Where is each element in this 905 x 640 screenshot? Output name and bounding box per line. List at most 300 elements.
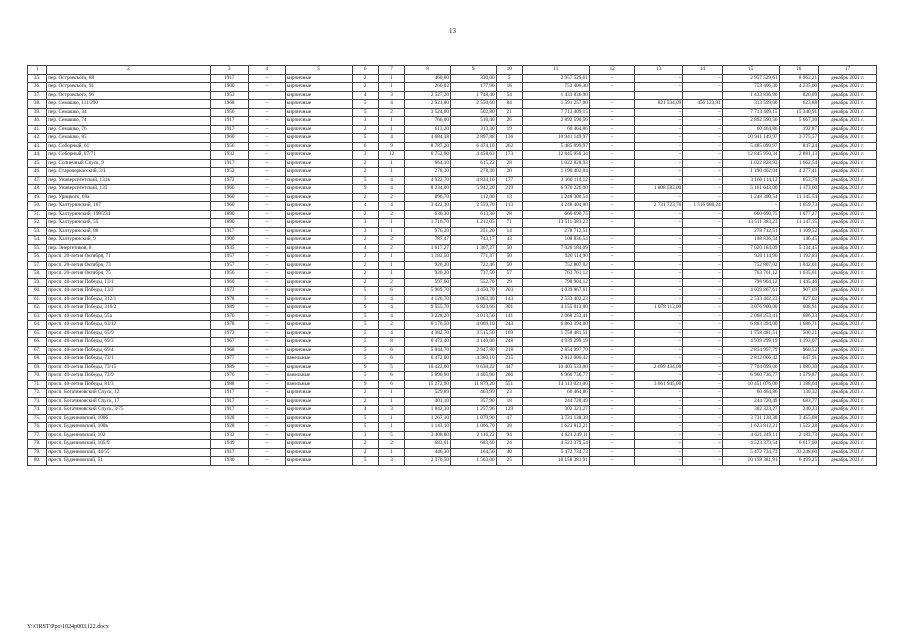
- total-cost-cell: 4 939 299,19: [522, 338, 589, 347]
- planned-completion-cell: декабрь 2021 г.: [819, 448, 877, 457]
- entrances-cell: 8: [378, 338, 404, 347]
- cost-owners-cell: –: [635, 389, 683, 398]
- living-area-cell: 510,40: [450, 117, 496, 126]
- wall-material-cell: кирпичные: [285, 261, 352, 270]
- cost-owners-cell: –: [635, 117, 683, 126]
- entrances-cell: 4: [378, 134, 404, 143]
- address-cell: просп. Буденновский, 105/9: [47, 440, 210, 449]
- wall-material-cell: кирпичные: [285, 134, 352, 143]
- total-area-cell: 8 787,20: [405, 142, 451, 151]
- living-area-cell: 9 630,22: [450, 363, 496, 372]
- row-number-cell: 43.: [28, 142, 47, 151]
- row-number-cell: 54.: [28, 236, 47, 245]
- cost-regional-cell: 5 161 643,00: [722, 185, 779, 194]
- row-number-cell: 40.: [28, 117, 47, 126]
- cost-regional-cell: 7 020 184,09: [722, 244, 779, 253]
- row-number-cell: 53.: [28, 227, 47, 236]
- entrances-cell: 4: [378, 295, 404, 304]
- total-area-cell: 976,20: [405, 227, 451, 236]
- cost-fund-cell: –: [589, 312, 635, 321]
- residents-cell: 28: [496, 210, 522, 219]
- cost-other-cell: –: [683, 287, 723, 296]
- planned-completion-cell: декабрь 2021 г.: [819, 202, 877, 211]
- year-renovated-cell: –: [249, 100, 286, 109]
- cost-owners-cell: –: [635, 406, 683, 415]
- living-area-cell: 1 257,96: [450, 406, 496, 415]
- year-renovated-cell: –: [249, 270, 286, 279]
- cost-per-sqm-cell: 1 445,46: [779, 278, 819, 287]
- living-area-cell: 330,00: [450, 74, 496, 83]
- living-area-cell: 4 834,16: [450, 176, 496, 185]
- floors-cell: 3: [352, 117, 378, 126]
- wall-material-cell: кирпичные: [285, 270, 352, 279]
- total-cost-cell: 5 485 099,97: [522, 142, 589, 151]
- total-cost-cell: 2 068 253,41: [522, 312, 589, 321]
- cost-other-cell: –: [683, 117, 723, 126]
- year-renovated-cell: –: [249, 414, 286, 423]
- row-number-cell: 71.: [28, 380, 47, 389]
- cost-owners-cell: –: [635, 244, 683, 253]
- row-number-cell: 52.: [28, 219, 47, 228]
- address-cell: просп. Богатяновский Спуск, 3/75: [47, 406, 210, 415]
- wall-material-cell: панельные: [285, 380, 352, 389]
- total-cost-cell: 3 160 114,12: [522, 176, 589, 185]
- residents-cell: 23: [496, 389, 522, 398]
- row-number-cell: 51.: [28, 210, 47, 219]
- floors-cell: 5: [352, 372, 378, 381]
- cost-regional-cell: 5 485 099,97: [722, 142, 779, 151]
- entrances-cell: 2: [378, 193, 404, 202]
- total-area-cell: 896,70: [405, 193, 451, 202]
- cost-fund-cell: –: [589, 431, 635, 440]
- address-cell: просп. 40-летия Победы, 63/12: [47, 321, 210, 330]
- year-renovated-cell: –: [249, 295, 286, 304]
- total-cost-cell: 660 690,75: [522, 210, 589, 219]
- cost-per-sqm-cell: 1 080,30: [779, 363, 819, 372]
- year-built-cell: 1932: [210, 151, 249, 160]
- address-cell: пер. Халтуринский, 167: [47, 202, 210, 211]
- year-built-cell: 1972: [210, 176, 249, 185]
- cost-owners-cell: –: [635, 457, 683, 466]
- floors-cell: 4: [352, 202, 378, 211]
- residents-cell: 54: [496, 91, 522, 100]
- cost-owners-cell: 2 731 723,76: [635, 202, 683, 211]
- residents-cell: 94: [496, 431, 522, 440]
- cost-fund-cell: –: [589, 83, 635, 92]
- wall-material-cell: кирпичные: [285, 346, 352, 355]
- address-cell: пер. Урицкого, 69а: [47, 193, 210, 202]
- row-number-cell: 79.: [28, 448, 47, 457]
- total-area-cell: 460,00: [405, 74, 451, 83]
- cost-other-cell: –: [683, 270, 723, 279]
- living-area-cell: 4 140,00: [450, 338, 496, 347]
- total-cost-cell: 1 022 828,93: [522, 159, 589, 168]
- column-number-cell: 12: [589, 66, 635, 75]
- cost-per-sqm-cell: 623,88: [779, 100, 819, 109]
- living-area-cell: 683,60: [450, 440, 496, 449]
- year-renovated-cell: –: [249, 193, 286, 202]
- floors-cell: 2: [352, 253, 378, 262]
- cost-owners-cell: –: [635, 312, 683, 321]
- entrances-cell: 2: [378, 440, 404, 449]
- planned-completion-cell: декабрь 2021 г.: [819, 168, 877, 177]
- cost-owners-cell: –: [635, 346, 683, 355]
- planned-completion-cell: декабрь 2021 г.: [819, 219, 877, 228]
- cost-regional-cell: 920 114,90: [722, 253, 779, 262]
- column-number-cell: 13: [635, 66, 683, 75]
- entrances-cell: 4: [378, 202, 404, 211]
- table-row: [28, 406, 877, 415]
- cost-other-cell: –: [683, 380, 723, 389]
- cost-fund-cell: –: [589, 142, 635, 151]
- year-built-cell: 1977: [210, 355, 249, 364]
- cost-owners-cell: –: [635, 278, 683, 287]
- table-row: [28, 117, 877, 126]
- row-number-cell: 74.: [28, 406, 47, 415]
- row-number-cell: 61.: [28, 295, 47, 304]
- cost-other-cell: –: [683, 74, 723, 83]
- cost-fund-cell: –: [589, 448, 635, 457]
- entrances-cell: 6: [378, 346, 404, 355]
- year-renovated-cell: –: [249, 83, 286, 92]
- residents-cell: 26: [496, 117, 522, 126]
- total-cost-cell: 13 511 383,23: [522, 219, 589, 228]
- cost-per-sqm-cell: 192,87: [779, 125, 819, 134]
- cost-per-sqm-cell: 6 617,00: [779, 440, 819, 449]
- cost-fund-cell: [589, 91, 635, 100]
- row-number-cell: 69.: [28, 363, 47, 372]
- row-number-cell: 57.: [28, 261, 47, 270]
- living-area-cell: 2 947,80: [450, 346, 496, 355]
- cost-other-cell: –: [683, 312, 723, 321]
- residents-cell: 215: [496, 355, 522, 364]
- table-row: [28, 134, 877, 143]
- cost-per-sqm-cell: 1 035,61: [779, 270, 819, 279]
- residents-cell: 28: [496, 159, 522, 168]
- total-cost-cell: 4 155 013,00: [522, 304, 589, 313]
- address-cell: просп. 40-летия Победы, 73/9: [47, 372, 210, 381]
- column-number-cell: 8: [405, 66, 451, 75]
- planned-completion-cell: декабрь 2021 г.: [819, 338, 877, 347]
- total-cost-cell: 244 720,49: [522, 397, 589, 406]
- floors-cell: 5: [352, 176, 378, 185]
- table-header-row: [28, 66, 877, 75]
- residents-cell: 19: [496, 125, 522, 134]
- total-cost-cell: 7 020 184,09: [522, 244, 589, 253]
- total-cost-cell: 4 039 867,61: [522, 287, 589, 296]
- year-renovated-cell: –: [249, 227, 286, 236]
- year-renovated-cell: –: [249, 423, 286, 432]
- wall-material-cell: кирпичные: [285, 440, 352, 449]
- cost-fund-cell: –: [589, 270, 635, 279]
- row-number-cell: 44.: [28, 151, 47, 160]
- cost-per-sqm-cell: 15 340,91: [779, 108, 819, 117]
- living-area-cell: 177,90: [450, 83, 496, 92]
- total-area-cell: 6 472,00: [405, 355, 451, 364]
- wall-material-cell: кирпичные: [285, 193, 352, 202]
- cost-fund-cell: –: [589, 406, 635, 415]
- cost-regional-cell: 302 323,27: [722, 406, 779, 415]
- total-cost-cell: 920 114,90: [522, 253, 589, 262]
- year-built-cell: 1917: [210, 125, 249, 134]
- cost-owners-cell: –: [635, 414, 683, 423]
- residents-cell: 129: [496, 406, 522, 415]
- table-row: [28, 278, 877, 287]
- living-area-cell: 502,80: [450, 108, 496, 117]
- residents-cell: 219: [496, 185, 522, 194]
- total-area-cell: 683,61: [405, 440, 451, 449]
- cost-other-cell: –: [683, 159, 723, 168]
- total-area-cell: 4 382,70: [405, 329, 451, 338]
- table-row: [28, 440, 877, 449]
- table-row: [28, 338, 877, 347]
- cost-other-cell: –: [683, 346, 723, 355]
- year-built-cell: 1976: [210, 312, 249, 321]
- cost-fund-cell: –: [589, 202, 635, 211]
- row-number-cell: 42.: [28, 134, 47, 143]
- wall-material-cell: кирпичные: [285, 304, 352, 313]
- page-number: 13: [449, 27, 456, 35]
- planned-completion-cell: декабрь 2021 г.: [819, 74, 877, 83]
- residents-cell: 5: [496, 74, 522, 83]
- year-renovated-cell: –: [249, 448, 286, 457]
- floors-cell: 4: [352, 244, 378, 253]
- planned-completion-cell: декабрь 2021 г.: [819, 457, 877, 466]
- cost-fund-cell: –: [589, 117, 635, 126]
- year-renovated-cell: –: [249, 389, 286, 398]
- planned-completion-cell: декабрь 2021 г.: [819, 108, 877, 117]
- year-built-cell: 1949: [210, 440, 249, 449]
- footer-file-path: Y:\ORST\Ppo\1024p003.f22.docx: [27, 624, 109, 630]
- residents-cell: 218: [496, 346, 522, 355]
- living-area-cell: 313,30: [450, 125, 496, 134]
- year-renovated-cell: –: [249, 236, 286, 245]
- entrances-cell: 2: [378, 210, 404, 219]
- cost-per-sqm-cell: 146,45: [779, 236, 819, 245]
- planned-completion-cell: декабрь 2021 г.: [819, 244, 877, 253]
- year-built-cell: 1957: [210, 253, 249, 262]
- entrances-cell: 4: [378, 304, 404, 313]
- living-area-cell: 1 212,05: [450, 219, 496, 228]
- year-renovated-cell: –: [249, 312, 286, 321]
- cost-fund-cell: –: [589, 423, 635, 432]
- wall-material-cell: кирпичные: [285, 74, 352, 83]
- cost-regional-cell: 13 511 383,23: [722, 219, 779, 228]
- cost-regional-cell: 1 022 828,93: [722, 159, 779, 168]
- year-renovated-cell: –: [249, 219, 286, 228]
- entrances-cell: 6: [378, 372, 404, 381]
- row-number-cell: 64.: [28, 321, 47, 330]
- total-area-cell: 401,10: [405, 397, 451, 406]
- entrances-cell: 1: [378, 219, 404, 228]
- table-row: [28, 372, 877, 381]
- cost-fund-cell: –: [589, 134, 635, 143]
- year-renovated-cell: –: [249, 338, 286, 347]
- total-area-cell: 1 842,30: [405, 406, 451, 415]
- cost-fund-cell: –: [589, 253, 635, 262]
- total-cost-cell: 4 523 379,54: [522, 440, 589, 449]
- address-cell: пер. Халтуринский, 9: [47, 236, 210, 245]
- address-cell: пер. Семашко, 85: [47, 134, 210, 143]
- cost-per-sqm-cell: 647,91: [779, 355, 819, 364]
- entrances-cell: 1: [378, 270, 404, 279]
- column-number-cell: 16: [779, 66, 819, 75]
- cost-owners-cell: –: [635, 125, 683, 134]
- table-row: [28, 176, 877, 185]
- total-area-cell: 446,30: [405, 448, 451, 457]
- year-renovated-cell: –: [249, 372, 286, 381]
- cost-per-sqm-cell: 827,02: [779, 295, 819, 304]
- year-renovated-cell: [249, 91, 286, 100]
- cost-other-cell: –: [683, 414, 723, 423]
- planned-completion-cell: декабрь 2021 г.: [819, 91, 877, 100]
- cost-per-sqm-cell: 8 962,21: [779, 74, 819, 83]
- cost-other-cell: –: [683, 329, 723, 338]
- floors-cell: 3: [352, 151, 378, 160]
- entrances-cell: 4: [378, 329, 404, 338]
- year-renovated-cell: –: [249, 134, 286, 143]
- table-row: [28, 159, 877, 168]
- cost-owners-cell: 2 699 434,00: [635, 363, 683, 372]
- wall-material-cell: кирпичные: [285, 236, 352, 245]
- total-area-cell: 2 370,50: [405, 457, 451, 466]
- table-row: [28, 457, 877, 466]
- total-cost-cell: 2 892 590,56: [522, 117, 589, 126]
- cost-regional-cell: 2 533 402,23: [722, 295, 779, 304]
- cost-per-sqm-cell: 608,91: [779, 304, 819, 313]
- total-cost-cell: 753 406,30: [522, 83, 589, 92]
- column-number-cell: 11: [522, 66, 589, 75]
- year-built-cell: 1917: [210, 448, 249, 457]
- wall-material-cell: кирпичные: [285, 117, 352, 126]
- row-number-cell: 35.: [28, 74, 47, 83]
- cost-per-sqm-cell: 2 183,73: [779, 431, 819, 440]
- cost-other-cell: –: [683, 372, 723, 381]
- wall-material-cell: кирпичные: [285, 244, 352, 253]
- residents-cell: 262: [496, 142, 522, 151]
- cost-other-cell: –: [683, 210, 723, 219]
- total-area-cell: 920,20: [405, 270, 451, 279]
- total-area-cell: 260,02: [405, 83, 451, 92]
- address-cell: пер. Халтуринский, 86: [47, 227, 210, 236]
- total-area-cell: 1 267,10: [405, 414, 451, 423]
- wall-material-cell: кирпичные: [285, 329, 352, 338]
- cost-per-sqm-cell: 33 248,60: [779, 448, 819, 457]
- year-built-cell: 1967: [210, 338, 249, 347]
- entrances-cell: 1: [378, 74, 404, 83]
- cost-fund-cell: –: [589, 457, 635, 466]
- year-renovated-cell: –: [249, 440, 286, 449]
- row-number-cell: 58.: [28, 270, 47, 279]
- address-cell: пер. Халтуринский, 55: [47, 219, 210, 228]
- cost-regional-cell: 60 464,86: [722, 125, 779, 134]
- table-row: [28, 125, 877, 134]
- planned-completion-cell: декабрь 2021 г.: [819, 253, 877, 262]
- column-number-cell: 14: [683, 66, 723, 75]
- cost-owners-cell: 1 078 113,00: [635, 304, 683, 313]
- living-area-cell: 4 458,63: [450, 151, 496, 160]
- living-area-cell: 4 405,90: [450, 372, 496, 381]
- row-number-cell: 37.: [28, 91, 47, 100]
- cost-owners-cell: –: [635, 423, 683, 432]
- wall-material-cell: кирпичные: [285, 431, 352, 440]
- row-number-cell: 78.: [28, 440, 47, 449]
- cost-owners-cell: –: [635, 270, 683, 279]
- planned-completion-cell: декабрь 2021 г.: [819, 321, 877, 330]
- cost-owners-cell: 821 534,09: [635, 100, 683, 109]
- total-area-cell: 2 527,20: [405, 91, 451, 100]
- total-area-cell: 10 422,00: [405, 363, 451, 372]
- cost-other-cell: –: [683, 185, 723, 194]
- wall-material-cell: панельные: [285, 355, 352, 364]
- cost-other-cell: –: [683, 423, 723, 432]
- year-built-cell: 1960: [210, 193, 249, 202]
- planned-completion-cell: декабрь 2021 г.: [819, 125, 877, 134]
- total-cost-cell: 60 464,86: [522, 125, 589, 134]
- year-built-cell: 1956: [210, 108, 249, 117]
- entrances-cell: 9: [378, 142, 404, 151]
- row-number-cell: 77.: [28, 431, 47, 440]
- year-built-cell: 1968: [210, 100, 249, 109]
- living-area-cell: 2 897,88: [450, 134, 496, 143]
- total-cost-cell: 108 836,54: [522, 236, 589, 245]
- residents-cell: 29: [496, 278, 522, 287]
- living-area-cell: 278,30: [450, 168, 496, 177]
- address-cell: пер. Соборный, 61: [47, 142, 210, 151]
- row-number-cell: 38.: [28, 100, 47, 109]
- year-renovated-cell: –: [249, 142, 286, 151]
- floors-cell: 3: [352, 431, 378, 440]
- entrances-cell: 12: [378, 151, 404, 160]
- total-cost-cell: 1 591 257,00: [522, 100, 589, 109]
- cost-per-sqm-cell: 1 109,52: [779, 227, 819, 236]
- wall-material-cell: кирпичные: [285, 83, 352, 92]
- cost-regional-cell: 4 523 379,54: [722, 440, 779, 449]
- cost-owners-cell: [635, 227, 683, 236]
- cost-owners-cell: –: [635, 372, 683, 381]
- year-built-cell: 1960: [210, 278, 249, 287]
- entrances-cell: 1: [378, 448, 404, 457]
- address-cell: просп. 20-летия Октября, 73: [47, 261, 210, 270]
- year-renovated-cell: –: [249, 287, 286, 296]
- entrances-cell: 4: [378, 185, 404, 194]
- residents-cell: 447: [496, 363, 522, 372]
- cost-owners-cell: –: [635, 355, 683, 364]
- row-number-cell: 36.: [28, 83, 47, 92]
- cost-other-cell: –: [683, 406, 723, 415]
- table-row: [28, 423, 877, 432]
- row-number-cell: 59.: [28, 278, 47, 287]
- floors-cell: 5: [352, 423, 378, 432]
- year-renovated-cell: –: [249, 406, 286, 415]
- cost-other-cell: [683, 227, 723, 236]
- cost-other-cell: –: [683, 168, 723, 177]
- cost-other-cell: –: [683, 253, 723, 262]
- cost-per-sqm-cell: 1 173,00: [779, 185, 819, 194]
- wall-material-cell: кирпичные: [285, 389, 352, 398]
- total-cost-cell: 6 970 226,00: [522, 185, 589, 194]
- address-cell: просп. 40-летия Победы, 13/2: [47, 287, 210, 296]
- floors-cell: 9: [352, 380, 378, 389]
- cost-fund-cell: –: [589, 219, 635, 228]
- planned-completion-cell: декабрь 2021 г.: [819, 389, 877, 398]
- residents-cell: 50: [496, 261, 522, 270]
- cost-fund-cell: –: [589, 278, 635, 287]
- floors-cell: 5: [352, 295, 378, 304]
- year-built-cell: 1966: [210, 185, 249, 194]
- total-area-cell: 6 176,50: [405, 321, 451, 330]
- total-area-cell: 15 272,90: [405, 380, 451, 389]
